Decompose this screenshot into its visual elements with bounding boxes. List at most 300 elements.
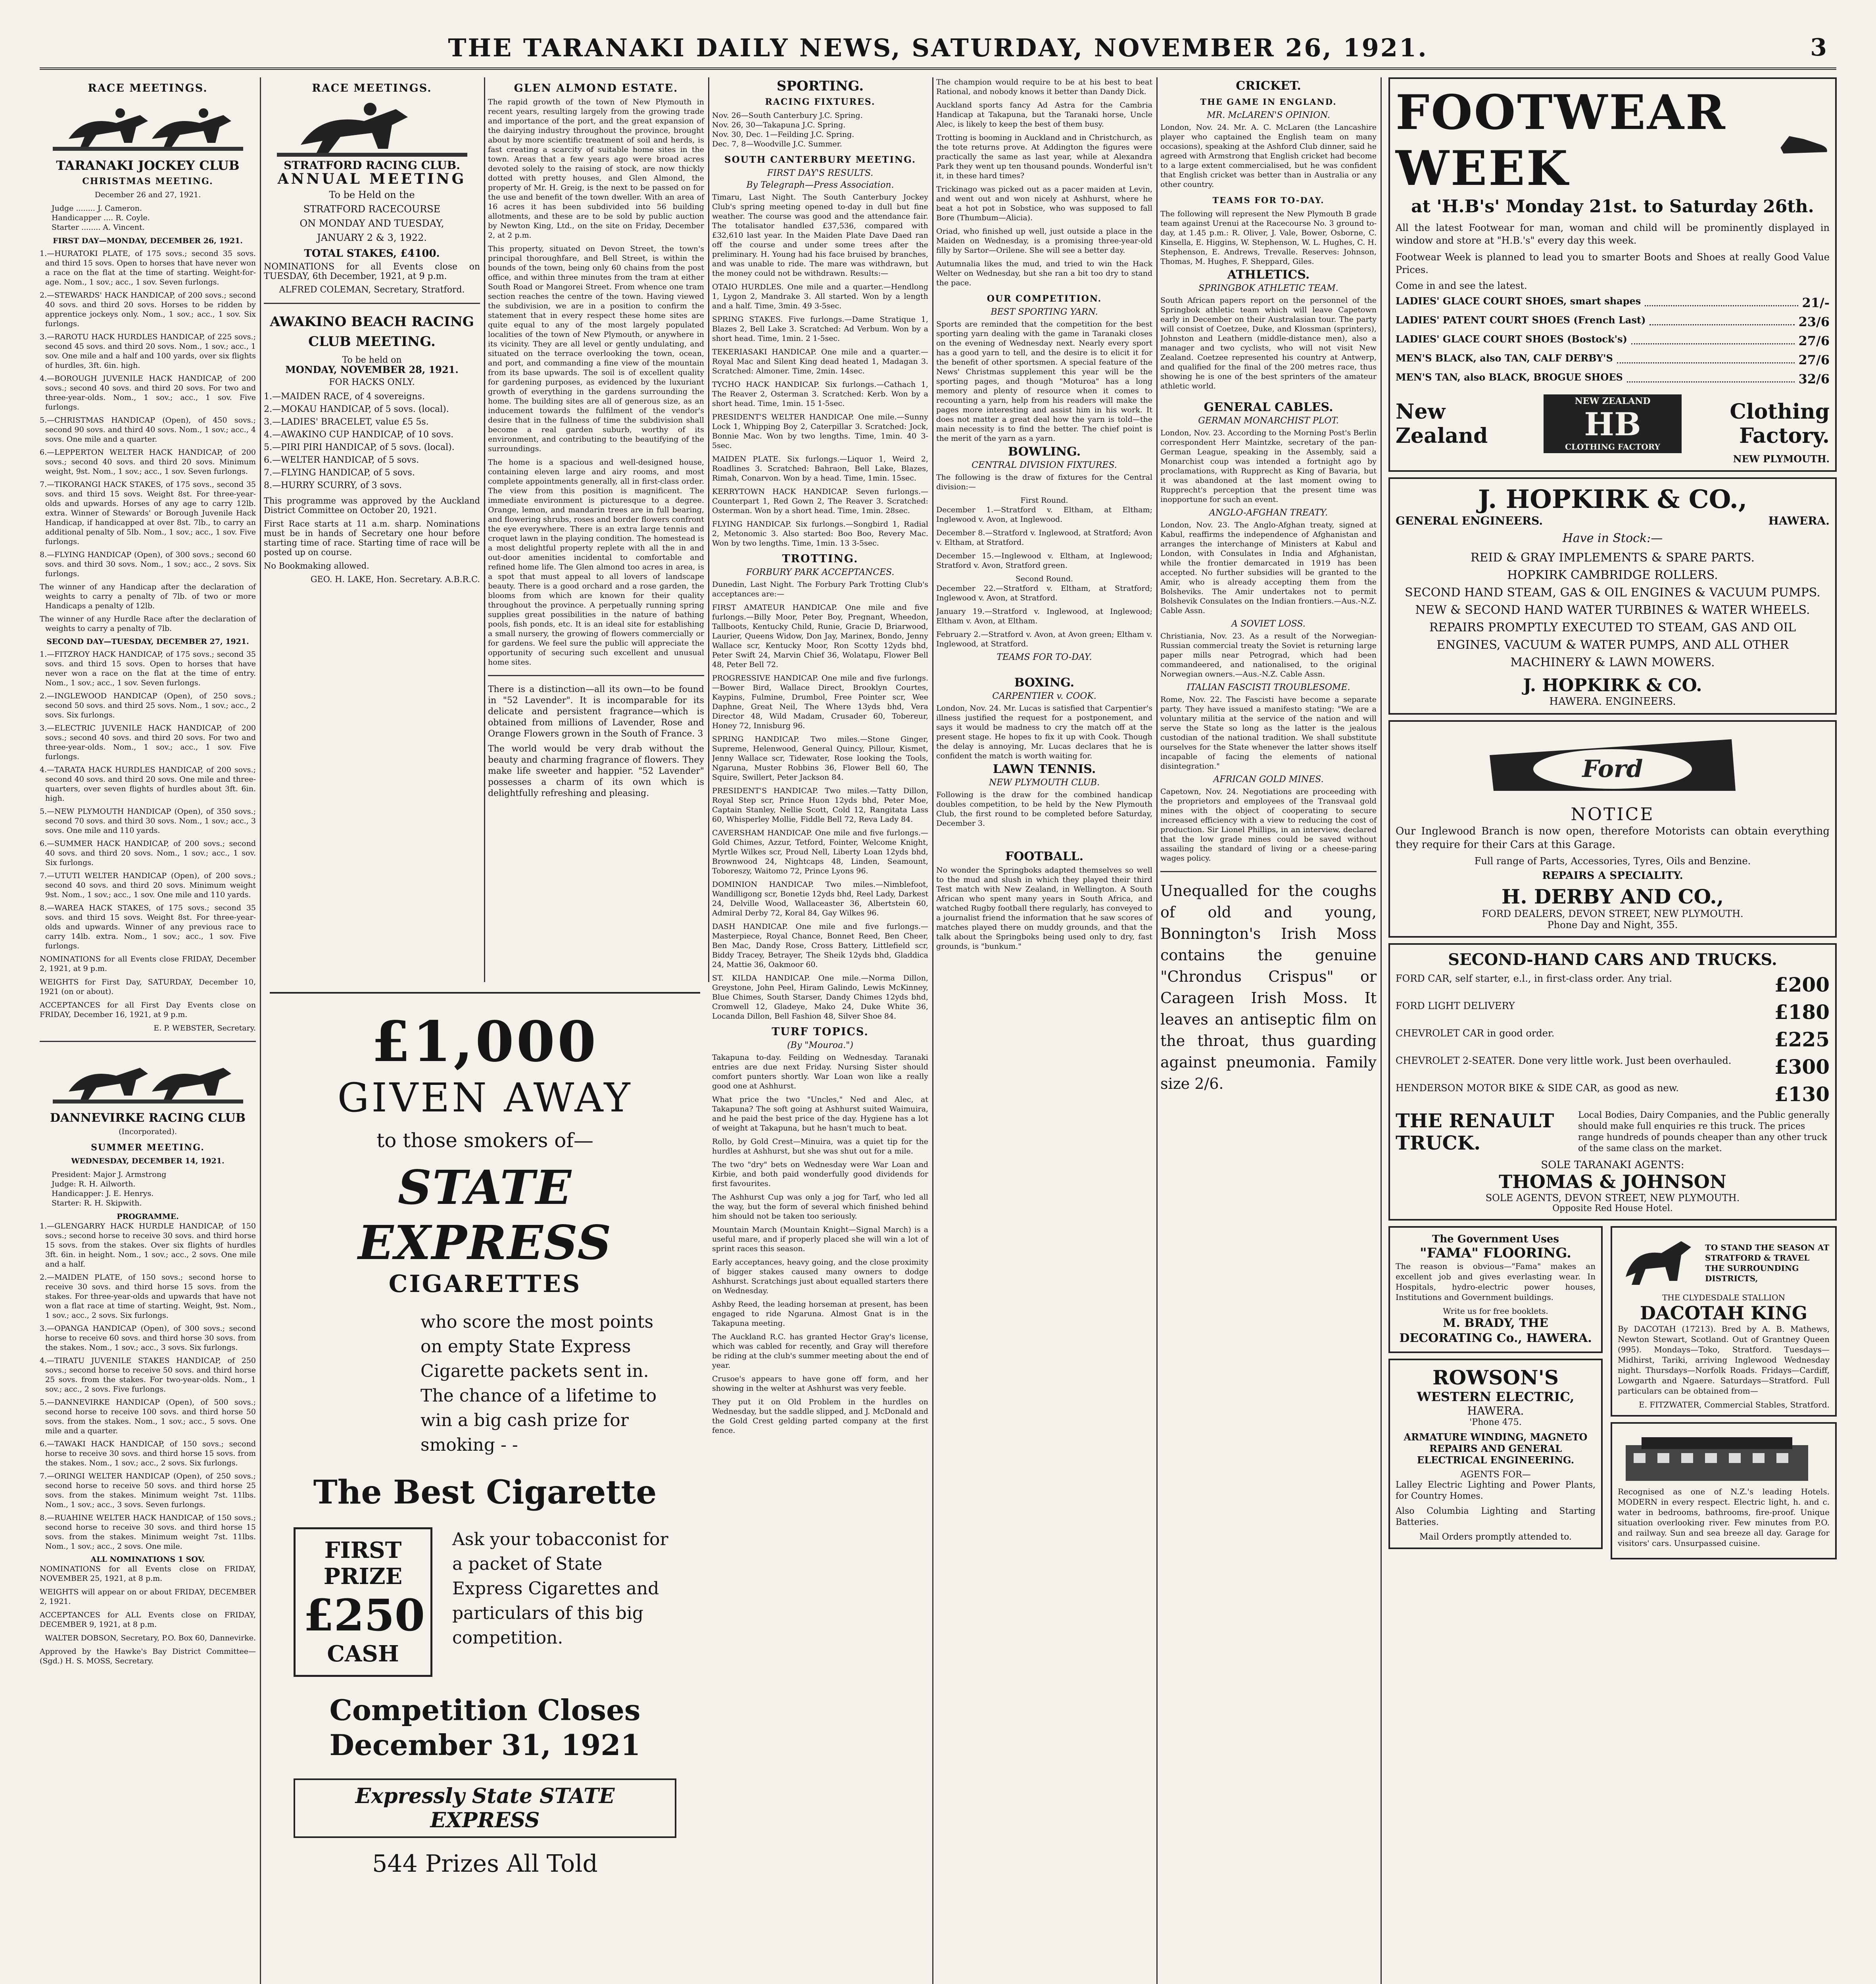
turf-note: The two "dry" bets on Wednesday were War Loan and Kirbie, and both paid wonderfully good dividends for first favourites. — [712, 1160, 928, 1188]
byline: (By "Mouroa.") — [787, 1040, 853, 1050]
prize-value: £250 — [303, 1590, 425, 1641]
race-item: 6.—LEPPERTON WELTER HACK HANDICAP, of 200 sovs.; second 40 sovs. and third 20 sovs. Minimum weight, 9st. Nom., 1 sov.; acc., 1 sov. Seven furlongs. — [40, 448, 256, 476]
detail-line: STRATFORD RACECOURSE — [303, 204, 441, 215]
sub-heading: TEAMS FOR TO-DAY. — [1212, 195, 1325, 205]
approval-note: This programme was approved by the Auckland District Committee on October 20, 1921. — [264, 496, 480, 515]
article-paragraph: South African papers report on the personnel of the Springbok athletic team which will leave Capetown early in December on their Australasian tour. The party will consist of Coetzee, Duke, and Klossman (sprinters), Johnston and Leathern (middle-distance men), also a manager and two cyclists, who will not visit New Zealand. Coetzee represented his country at Antwerp, and qualified for the final of the 200 metres race, thus showing he is one of the best sprinters of the amateur athletic world. — [1160, 296, 1377, 390]
noms-fee: ALL NOMINATIONS 1 SOV. — [90, 1555, 205, 1564]
section-heading: LAWN TENNIS. — [993, 762, 1096, 776]
acceptance-item: SPRING HANDICAP. Two miles.—Stone Ginger, Supreme, Helenwood, General Quincy, Pillour, Kismet, Jenny Wallace scr, Tidewater, Rose looking the Tools, Ngaruna, Muster Robbins 36, Flower Bell 60, The Squire, Swillert, Peter Jackson 84. — [712, 735, 928, 782]
sub-heading: TEAMS FOR TO-DAY. — [997, 652, 1092, 662]
product-price: 27/6 — [1798, 333, 1830, 348]
price-row — [1396, 295, 1830, 310]
section-heading: FOOTBALL. — [1005, 850, 1084, 863]
agents-label: SOLE TARANAKI AGENTS: — [1541, 1159, 1684, 1171]
turf-note: The Ashhurst Cup was only a jog for Tarf, who led all the way, but the form of several which finished behind him should not be taken too seriously. — [712, 1193, 928, 1221]
article-paragraph: London, Nov. 23. According to the Morning Post's Berlin correspondent Herr Maintzke, secretary of the pan-German League, speaking in the Assembly, said a Monarchist coup was intended a fortnight ago by proclamations, with Rupprecht as King of Bavaria, but it was abandoned at the last moment owing to Rupprecht's perception that the present time was inopportune for such an event. — [1160, 429, 1377, 504]
page-number: 3 — [1810, 34, 1828, 62]
sub-heading: ANGLO-AFGHAN TREATY. — [1209, 508, 1328, 518]
given-away: GIVEN AWAY — [337, 1075, 633, 1121]
stallion-name: DACOTAH KING — [1640, 1302, 1807, 1324]
stand-line: TO STAND THE SEASON AT STRATFORD & TRAVEL THE SURROUNDING DISTRICTS, — [1705, 1243, 1830, 1283]
club-inc: (Incorporated). — [119, 1127, 177, 1136]
owner-sig: E. FITZWATER, Commercial Stables, Stratford. — [1639, 1400, 1830, 1409]
logo-mark: HB — [1584, 406, 1641, 443]
round-heading: Second Round. — [1015, 575, 1073, 583]
article-paragraph: The home is a spacious and well-designed house, containing eleven large and airy rooms, and most complete appointments generally, all in first-class order. The view from this position is magnificent. The immediate environment is picturesque to a degree. Orange, lemon, and mandarin trees are in full bearing, and flowering shrubs, roses and border flowers confront the eye everywhere. There is an extra large tennis and croquet lawn in the playing condition. The homestead is a most delightful property replete with all the in and out-door amenities incidental to comfortable and refined home life. The Glen almond too acres in area, is a spot that must appeal to all lovers of landscape beauty. There is a good orchard and a rose garden, the blooms from which are known for their quality throughout the province. A perpetually running spring supplies great possibilities in the nature of bathing pools, fish ponds, etc. It is an ideal site for establishing a small nursery, the growing of flowers commercially or for gardens. We feel sure the public will appreciate the opportunity of securing such excellent and unusual home sites. — [488, 458, 704, 667]
article-paragraph: London, Nov. 23. The Anglo-Afghan treaty, signed at Kabul, reaffirms the independence of Afghanistan and arranges the interchange of Ministers at Kabul and London, with Consulates in India and Afghanistan, while the frontier demarcated in 1919 has been accepted. No further subsidies will be granted to the Amir, who is already accepting them from the Bolsheviks. The Amir undertakes not to permit Bolshevik Consulates on the Indian frontiers.—Aus.-N.Z. Cable Assn. — [1160, 521, 1377, 615]
ford-logo — [1486, 731, 1740, 799]
ad-copy: By DACOTAH (17213). Bred by A. B. Mathews, Newton Stewart, Scotland. Out of Grantney Queen (995). Mondays—Toko, Stratford. Tuesdays—Midhirst, Tariki, arriving Inglewood Wednesday night. Thursdays—Norfolk Roads. Fridays—Cardiff, Lowgarth and Ngaere. Saturdays—Stratford. Full particulars can be obtained from— — [1618, 1324, 1830, 1396]
competition-closes: Competition Closes December 31, 1921 — [329, 1693, 641, 1762]
meeting-name: SUMMER MEETING. — [91, 1142, 205, 1153]
race-item: 6.—TAWAKI HACK HANDICAP, of 150 sovs.; second horse to receive 30 sovs. and third horse 15 sovs. from the stakes. Nom., 1 sov.; acc., 2 sovs. Six furlongs. — [40, 1440, 256, 1467]
firm-name: THOMAS & JOHNSON — [1499, 1171, 1726, 1192]
fixture-item: Nov. 26, 30—Takapuna J.C. Spring. — [712, 121, 846, 129]
car-price: £180 — [1774, 1000, 1830, 1024]
column-glen-almond — [488, 77, 709, 982]
race-list — [40, 650, 256, 951]
ad-copy: Our Inglewood Branch is now open, therefore Motorists can obtain everything they require for their Cars at this Garage. — [1396, 825, 1830, 851]
race-item: 5.—CHRISTMAS HANDICAP (Open), of 450 sovs.; second 90 sovs. and third 40 sovs. Nom., 1 sov.; acc., 4 sovs. One mile and a quarter. — [40, 416, 256, 444]
masthead-title: THE TARANAKI DAILY NEWS, SATURDAY, NOVEMBER 26, 1921. — [448, 33, 1428, 62]
secretary-sig: ALFRED COLEMAN, Secretary, Stratford. — [279, 285, 465, 295]
turf-note: What price the two "Uncles," Ned and Alec, at Takapuna? The soft going at Ashhurst suited Waimuira, and he paid the best price of the day. Hygiene has a lot of weight at Takapuna, but he hasn't much to beat. — [712, 1095, 928, 1132]
article-paragraph: Capetown, Nov. 24. Negotiations are proceeding with the proprietors and employees of the Transvaal gold mines with the object of cooperating to secure increased efficiency with a view to reducing the cost of production. Sir Lionel Phillips, in an interview, declared that the low grade mines could be saved without assailing the standard of living or a cheese-paring wages policy. — [1160, 787, 1377, 863]
stock-item: HOPKIRK CAMBRIDGE ROLLERS. — [1507, 568, 1718, 582]
ad-line: The Government Uses — [1432, 1233, 1559, 1245]
sub-heading: AFRICAN GOLD MINES. — [1213, 775, 1324, 784]
article-paragraph: The rapid growth of the town of New Plymouth in recent years, resulting largely from the growing trade and importance of the port, and the great expansion of the dairying industry throughout the province, brought about by more scientific treatment of soil and herds, is fast creating a scarcity of suitable home sites in the town. Areas that a few years ago were broad acres devoted solely to the raising of stock, are now thickly dotted with pretty houses, and Glen Almond, the property of Mr. H. Greig, is the next to be passed on for the use and benefit of the town dweller. With an area of 16 acres it has been subdivided into 56 building allotments, and these are to be sold by public auction by Newton King, Ltd., on the site on Friday, December 2, at 2 p.m. — [488, 98, 704, 240]
cigarettes: CIGARETTES — [388, 1270, 582, 1298]
racehorse-illustration — [264, 97, 480, 157]
prizes-total: 544 Prizes All Told — [372, 1850, 598, 1878]
car-price: £300 — [1774, 1055, 1830, 1079]
ad-copy: Also Columbia Lighting and Starting Batteries. — [1396, 1506, 1596, 1527]
official: Starter: R. H. Skipwith. — [52, 1199, 142, 1207]
fixture-item: Nov. 30, Dec. 1—Feilding J.C. Spring. — [712, 130, 854, 139]
firm-name: M. BRADY, THE DECORATING Co., HAWERA. — [1399, 1316, 1592, 1345]
car-name: FORD LIGHT DELIVERY — [1396, 1000, 1515, 1011]
secretary-sig: GEO. H. LAKE, Hon. Secretary. A.B.R.C. — [310, 575, 480, 584]
sub-heading: ITALIAN FASCISTI TROUBLESOME. — [1187, 682, 1350, 692]
left-small-ads — [1388, 1226, 1603, 1565]
article-paragraph: Trotting is booming in Auckland and in Christchurch, as the tote returns prove. At Addington the figures were practically the same as last year, while at Alexandra Park they went up ten thousand pounds. Wonderful isn't it, in these hard times? — [936, 133, 1152, 180]
acceptances-note: ACCEPTANCES for ALL Events close on FRIDAY, DECEMBER 9, 1921, at 8 p.m. — [40, 1611, 256, 1629]
section-heading: CRICKET. — [1236, 79, 1301, 93]
column-race-meetings — [40, 77, 261, 1984]
race-item: 3.—ELECTRIC JUVENILE HACK HANDICAP, of 200 sovs.; second 40 sovs. and third 20 sovs. For two and three-year-olds. Nom., 1 sov.; acc., 1 sov. Five furlongs. — [40, 724, 256, 761]
race-item: 4.—BOROUGH JUVENILE HACK HANDICAP, of 200 sovs.; second 40 sovs. and third 20 sovs. For two and three-year-olds. Nom., 1 sov.; acc., 1 sov. Five furlongs. — [40, 374, 256, 411]
sub-heading: BEST SPORTING YARN. — [991, 307, 1098, 317]
firm-sig: J. HOPKIRK & CO. — [1523, 675, 1702, 696]
hopkirk-ad — [1388, 477, 1837, 715]
sub-heading: OUR COMPETITION. — [987, 294, 1102, 304]
nominations-note: NOMINATIONS for all Events close on TUESDAY, 6th December, 1921, at 9 p.m. — [264, 262, 480, 281]
hb-logo — [1544, 394, 1682, 453]
sub-heading: FORBURY PARK ACCEPTANCES. — [746, 567, 895, 577]
article-paragraph: Dunedin, Last Night. The Forbury Park Trotting Club's acceptances are:— — [712, 580, 928, 598]
race-item: 6.—SUMMER HACK HANDICAP, of 200 sovs.; second 40 sovs. and third 20 sovs. Nom., 1 sov.; acc., 1 sov. Six furlongs. — [40, 839, 256, 867]
product-name: LADIES' GLACE COURT SHOES (Bostock's) — [1396, 333, 1627, 345]
renault-heading: THE RENAULT TRUCK. — [1396, 1110, 1554, 1154]
range-line: Full range of Parts, Accessories, Tyres, Oils and Benzine. — [1474, 856, 1751, 867]
article-paragraph: Autumnalia likes the mud, and tried to win the Hack Welter on Wednesday, but she ran a bit too dry to stand the pace. — [936, 260, 1152, 287]
result-item: TEKERIASAKI HANDICAP. One mile and a quarter.—Royal Mac and Silent King dead heated 1, Madagan 3. Scratched: Almoner. Time, 2min. 14sec. — [712, 348, 928, 375]
firm-phone: 'Phone 475. — [1469, 1417, 1522, 1427]
car-name: CHEVROLET 2-SEATER. Done very little work. Just been overhauled. — [1396, 1055, 1732, 1066]
acceptance-item: CAVERSHAM HANDICAP. One mile and five furlongs.—Gold Chimes, Azzur, Tetford, Fointer, Welcome Knight, Myrtle Wilkes scr, Proud Nell, Liberty Loan 12yds bhd, Brownwood 24, Nightcaps 48, Linden, Seamount, Toboreszy, Waitomo 72, Prince Lyons 96. — [712, 829, 928, 875]
article-paragraph: Sports are reminded that the competition for the best sporting yarn dealing with the game in Taranaki closes on the evening of Wednesday next. Nearly every sport has a good yarn to tell, and the desire is to elicit it for the benefit of other sportsmen. A special feature of the News' Christmas supplement this year will be the sporting pages, and though "Moturoa" has a long memory and plenty of resource when it comes to recounting a yarn, help from his readers will make the pages more interesting and assist him in his work. It does not matter a great deal how the yarn is told—the main necessity is to find the better. The chief point is the merit of the yarn as a yarn. — [936, 320, 1152, 443]
stock-item: REPAIRS PROMPTLY EXECUTED TO STEAM, GAS AND OIL ENGINES, VACUUM & WATER PUMPS, AND ALL OTHER MACHINERY & LAWN MOWERS. — [1429, 621, 1796, 669]
car-name: HENDERSON MOTOR BIKE & SIDE CAR, as good as new. — [1396, 1082, 1679, 1094]
product-price: 21/- — [1802, 295, 1830, 310]
logo-bottom: CLOTHING FACTORY — [1565, 442, 1660, 452]
detail-line: JANUARY 2 & 3, 1922. — [317, 232, 427, 243]
prize-amount: £1,000 — [371, 1009, 599, 1075]
meeting-dates: WEDNESDAY, DECEMBER 14, 1921. — [71, 1157, 225, 1165]
race-item: The winner of any Hurdle Race after the declaration of weights to carry a penalty of 7lb. — [40, 615, 256, 633]
weights-note: WEIGHTS will appear on or about FRIDAY, DECEMBER 2, 1921. — [40, 1588, 256, 1606]
hotel-ad — [1611, 1422, 1837, 1559]
article-paragraph: Rome, Nov. 22. The Fascisti have become a separate party. They have issued a manifesto stating: "We are a voluntary militia at the service of the nation and will serve the State so long as the latter is the jealous custodian of the national tradition. We shall substitute ourselves for the State whenever the latter shows itself incapable of facing the elements of national disintegration." — [1160, 695, 1377, 771]
race-list — [40, 249, 256, 633]
nominations-note: NOMINATIONS for all Events close on FRIDAY, NOVEMBER 25, 1921, at 8 p.m. — [40, 1565, 256, 1583]
car-row — [1396, 1000, 1830, 1024]
ford-ad — [1388, 720, 1837, 938]
to-smokers: to those smokers of— — [376, 1129, 593, 1152]
masthead — [40, 28, 1836, 70]
section-heading: RACE MEETINGS. — [312, 82, 432, 94]
sub-heading: MR. McLAREN'S OPINION. — [1207, 110, 1330, 120]
cash-label: CASH — [327, 1641, 399, 1667]
total-stakes: TOTAL STAKES, £4100. — [304, 248, 440, 260]
repairs-line: REPAIRS A SPECIALITY. — [1542, 870, 1683, 882]
sub-heading: CARPENTIER v. COOK. — [992, 691, 1096, 701]
sub-heading: TROTTING. — [782, 553, 858, 565]
product-name: LADIES' GLACE COURT SHOES, smart shapes — [1396, 295, 1641, 307]
firm-sub: WESTERN ELECTRIC, — [1417, 1389, 1575, 1404]
weights-note: WEIGHTS for First Day, SATURDAY, December 10, 1921 (on or about). — [40, 978, 256, 996]
result-item: FLYING HANDICAP. Six furlongs.—Songbird 1, Radial 2, Metonomic 3. Also started: Boo Boo, Revery Mac. Won by two lengths. Time, 1min. 13 3-5sec. — [712, 520, 928, 548]
meeting-dates: MONDAY, NOVEMBER 28, 1921. — [285, 364, 459, 375]
bowling-item: December 22.—Stratford v. Eltham, at Stratford; Inglewood v. Avon, at Stratford. — [936, 584, 1152, 602]
ad-brand: "FAMA" FLOORING. — [1420, 1245, 1571, 1261]
stock-item: SECOND HAND STEAM, GAS & OIL ENGINES & VACUUM PUMPS. — [1405, 586, 1820, 600]
car-name: FORD CAR, self starter, e.l., in first-class order. Any trial. — [1396, 973, 1672, 984]
race-item: 7.—UTUTI WELTER HANDICAP (Open), of 200 sovs.; second 40 sovs. and third 20 sovs. Minimum weight 9st. Nom., 1 sov.; acc., 1 sov. One mile and 110 yards. — [40, 871, 256, 899]
car-price: £200 — [1774, 973, 1830, 996]
column-sport-continued — [936, 77, 1158, 1984]
ad-copy: Mail Orders promptly attended to. — [1419, 1532, 1572, 1542]
race-item: 8.—WAREA HACK STAKES, of 175 sovs.; second 35 sovs. and third 15 sovs. Weight 8st. For three-year-olds and upwards. Winner of any previous race to carry 14lb. extra. Nom., 1 sov.; acc., 1 sov. Five furlongs. — [40, 904, 256, 950]
meeting-details — [264, 188, 480, 245]
turf-note: Takapuna to-day. Feilding on Wednesday. Taranaki entries are due next Friday. Nursing Sister should comfort punters shortly. War Loan won like a really good one at Ashhurst. — [712, 1053, 928, 1090]
sub-heading: FIRST DAY'S RESULTS. — [767, 168, 874, 178]
product-price: 32/6 — [1798, 371, 1830, 386]
acceptance-item: FIRST AMATEUR HANDICAP. One mile and five furlongs.—Billy Moor, Peter Boy, Pregnant, Wheedon, Tallboots, Kentucky Child, Runie, Gracie D, Briarwood, Laurier, Queens Widow, Don Jay, Marinex, Bondo, Jenny Wallace scr, Kentucky Moor, Ron Scotty 12yds bhd, Peter Swift 24, Marvin Chief 36, Wolatapu, Flower Bell 48, Peter Bell 72. — [712, 603, 928, 669]
article-paragraph: London, Nov. 24. Mr. A. C. McLaren (the Lancashire player who captained the English team on many occasions), speaking at the Ashford Club dinner, said he agreed with Armstrong that English cricket had become to a large extent commercialised, but he was confident that English cricket was better than in Australia or any other country. — [1160, 123, 1377, 189]
notice-heading: NOTICE — [1571, 804, 1655, 825]
secretary-sig: E. P. WEBSTER, Secretary. — [154, 1024, 256, 1032]
price-row — [1396, 352, 1830, 367]
fixture-item: Nov. 26—South Canterbury J.C. Spring. — [712, 111, 863, 120]
prize-label: FIRST PRIZE — [323, 1537, 403, 1590]
column-stratford-awakino — [264, 77, 485, 982]
ad-copy: Come in and see the latest. — [1396, 280, 1527, 291]
sub-heading: SPRINGBOK ATHLETIC TEAM. — [1198, 283, 1338, 293]
fama-ad — [1388, 1226, 1603, 1353]
article-paragraph: This property, situated on Devon Street, the town's principal thoroughfare, and Bell Street, is within the bounds of the town, being only 60 chains from the post office, and within three minutes from the tram at either South Road or Mangorei Street. From whence one tram section reaches the centre of the town. Having viewed the subdivision, we are in a position to confirm the statement that in every respect these home sites are quite equal to any of the most largely populated localities of the town of New Plymouth, or anywhere in its vicinity. They are all level or gently undulating, and situated on the terrace overlooking the town, ocean, and port, and commanding a fine view of the mountain from its base upwards. The soil is of excellent quality for gardening purposes, as evidenced by the luxuriant growth of everything in the gardens surrounding the home. The building sites are all of generous size, as an inducement towards the fulfilment of the vendor's desire that in the fullness of time the subdivision shall become a real garden suburb, worthy of its environment, and contributing to the beautifying of the surroundings. — [488, 244, 704, 453]
bowling-item: December 1.—Stratford v. Eltham, at Eltham; Inglewood v. Avon, at Inglewood. — [936, 506, 1152, 524]
lavender-ad: There is a distinction—all its own—to be found in "52 Lavender". It is incomparable for its delicate and persistent fragrance—which is obtained from millions of Lavender, Rose and Orange Flowers grown in the South of France. 3 — [488, 684, 704, 739]
firm-opposite: Opposite Red House Hotel. — [1552, 1203, 1673, 1213]
race-item: 1.—HURATOKI PLATE, of 175 sovs.; second 35 sovs. and third 15 sovs. Open to horses that have never won a race on the flat at the time of starting. Weight-for-age. Nom., 1 sov.; acc., 1 sov. Seven furlongs. — [40, 249, 256, 286]
acceptance-item: DASH HANDICAP. One mile and five furlongs.—Masterpiece, Royal Chance, Bonnet Reed, Ben Cheer, Ben Mac, Dandy Rose, Cross Battery, Littlefield scr, Biddy Tracey, Betrayer, The Sheik 12yds bhd, Gladdica 24, Mattie 36, Oakmoor 60. — [712, 922, 928, 969]
result-item: OTAIO HURDLES. One mile and a quarter.—Hendlong 1, Lygon 2, Mandrake 3. All started. Won by a length and a half. Time, 3min. 49 3-5sec. — [712, 283, 928, 310]
detail-line: ON MONDAY AND TUESDAY, — [300, 218, 444, 229]
approval-note: Approved by the Hawke's Bay District Committee—(Sgd.) H. S. MOSS, Secretary. — [40, 1647, 256, 1665]
racehorse-illustration — [40, 1050, 256, 1109]
programme-heading: PROGRAMME. — [117, 1212, 179, 1221]
officials-list — [52, 1170, 244, 1208]
car-name: CHEVROLET CAR in good order. — [1396, 1028, 1555, 1039]
product-price: 27/6 — [1798, 352, 1830, 367]
product-name: MEN'S TAN, also BLACK, BROGUE SHOES — [1396, 371, 1623, 383]
horse-icon — [277, 93, 467, 161]
irish-moss-ad: Unequalled for the coughs of old and young, Bonnington's Irish Moss contains the genuine "Chrondus Crispus" or Carageen Irish Moss. It leaves an antiseptic film on the throat, thus guarding against pneumonia. Family size 2/6. — [1160, 882, 1377, 1092]
car-price: £225 — [1774, 1028, 1830, 1051]
sub-heading: TURF TOPICS. — [772, 1026, 869, 1038]
bowling-item: January 19.—Stratford v. Inglewood, at Inglewood; Eltham v. Avon, at Eltham. — [936, 607, 1152, 625]
club-name: DANNEVIRKE RACING CLUB — [50, 1111, 246, 1125]
section-heading: BOXING. — [1014, 676, 1075, 690]
horse-icon — [53, 99, 243, 155]
acceptances-note: ACCEPTANCES for all First Day Events close on FRIDAY, December 16, 1921, at 9 p.m. — [40, 1001, 256, 1019]
firm-town: HAWERA. — [1467, 1404, 1524, 1417]
club-name: STRATFORD RACING CLUB. — [284, 159, 460, 172]
result-item: KERRYTOWN HACK HANDICAP. Seven furlongs.—Counterpart 1, Red Gown 2, The Reaver 3. Scratched: Osterman. Won by a short head. Time, 1min. 28sec. — [712, 487, 928, 515]
turf-note: Rollo, by Gold Crest—Minuira, was a quiet tip for the hurdles at Ashhurst, but she was shut out for a mile. — [712, 1137, 928, 1155]
lavender-ad: The world would be very drab without the beauty and charming fragrance of flowers. They make life sweeter and happier. "52 Lavender" possesses a charm of its own which is delightfully refreshing and pleasing. — [488, 744, 704, 798]
result-item: SPRING STAKES. Five furlongs.—Dame Stratique 1, Blazes 2, Bell Lake 3. Scratched: Ad Verbum. Won by a short head. Time, 1min. 2 1-5sec. — [712, 315, 928, 343]
round-heading: First Round. — [1020, 496, 1068, 505]
race-item: 5.—NEW PLYMOUTH HANDICAP (Open), of 350 sovs.; second 70 sovs. and third 30 sovs. Nom., 1 sov.; acc., 3 sovs. One mile and 110 yards. — [40, 807, 256, 835]
firm-phone: Phone Day and Night, 355. — [1547, 919, 1678, 930]
car-row — [1396, 973, 1830, 996]
section-heading: ATHLETICS. — [1227, 268, 1310, 282]
article-paragraph: Christiania, Nov. 23. As a result of the Norwegian-Russian commercial treaty the Soviet is returning large paper mills near Petrograd, which had been commandeered, and nationalised, to the original Norwegian owners.—Aus.-N.Z. Cable Assn. — [1160, 632, 1377, 679]
service-line: ARMATURE WINDING, MAGNETO REPAIRS AND GENERAL ELECTRICAL ENGINEERING. — [1404, 1431, 1588, 1466]
stock-item: NEW & SECOND HAND WATER TURBINES & WATER WHEELS. — [1415, 603, 1810, 617]
right-small-ads — [1611, 1226, 1837, 1565]
race-item: 2.—STEWARDS' HACK HANDICAP, of 200 sovs.; second 40 sovs. and third 20 sovs. Horses to be ridden by apprentice jockeys only. Nom., 1 sov.; acc., 1 sov. Six furlongs. — [40, 291, 256, 328]
car-row — [1396, 1028, 1830, 1051]
meeting-name: CHRISTMAS MEETING. — [82, 176, 213, 186]
acceptance-item: DOMINION HANDICAP. Two miles.—Nimblefoot, Wandilligong scr, Bonetie 12yds bhd, Reel Lady, Darkest 24, Delville Wood, Wallaceaster 36, Albertstein 60, Admiral Derby 72, Koral 84, Gay Wilkes 96. — [712, 880, 928, 917]
day-heading: SECOND DAY—TUESDAY, DECEMBER 27, 1921. — [46, 637, 249, 646]
price-row — [1396, 371, 1830, 386]
bowling-item: February 2.—Stratford v. Avon, at Avon green; Eltham v. Inglewood, at Stratford. — [936, 630, 1152, 648]
ad-copy: Lalley Electric Lighting and Power Plants, for Country Homes. — [1396, 1480, 1596, 1501]
acceptance-item: PROGRESSIVE HANDICAP. One mile and five furlongs.—Bower Bird, Wallace Direct, Brooklyn Courtes, Kaypins, Fulmine, Drumbol, Free Pointer scr, Wee Daphne, Great Neil, The Where 13yds bhd, Vera Director 48, Wild Madam, Crusader 60, Tobereur, Honey 72, Innisburg 96. — [712, 674, 928, 730]
meeting-name: ANNUAL MEETING — [277, 171, 467, 187]
clothing-label: Clothing Factory. — [1730, 400, 1830, 448]
race-item: 3.—RAROTU HACK HURDLES HANDICAP, of 225 sovs.; second 45 sovs. and third 20 sovs. Nom., 1 sov.; acc., 1 sov. One mile and a half and 100 yards, over six flights of hurdles, 3ft. 6in. high. — [40, 333, 256, 370]
race-item: 4.—AWAKINO CUP HANDICAP, of 10 sovs. — [264, 430, 454, 440]
race-item: 2.—MAIDEN PLATE, of 150 sovs.; second horse to receive 30 sovs. and third horse 15 sovs. from the stakes. For three-year-olds and upwards that have not won a flat race at time of starting. Weight, 9st. Nom., 1 sov.; acc., 2 sovs. Six furlongs. — [40, 1273, 256, 1320]
sub-heading: A SOVIET LOSS. — [1231, 619, 1306, 629]
expressly-banner: Expressly State STATE EXPRESS — [294, 1778, 676, 1838]
agents-label: AGENTS FOR— — [1460, 1470, 1531, 1480]
ad-title: SECOND-HAND CARS AND TRUCKS. — [1448, 950, 1777, 969]
race-item: 8.—RUAHINE WELTER HACK HANDICAP, of 150 sovs.; second horse to receive 30 sovs. and third horse 15 sovs. from the stakes. Minimum weight 7st. 11lbs. Nom., 1 sov.; acc., 2 sovs. One mile. — [40, 1513, 256, 1551]
horse-icon — [53, 1052, 243, 1107]
ad-copy: Write us for free booklets. — [1443, 1306, 1548, 1316]
result-item: TYCHO HACK HANDICAP. Six furlongs.—Cathach 1, The Reaver 2, Osterman 3. Scratched: Kerb. Won by a short head. Time, 1min. 15 1-5sec. — [712, 380, 928, 408]
turf-note: The Auckland R.C. has granted Hector Gray's license, which was cabled for recently, and Gray will therefore be riding at the club's summer meeting about the end of year. — [712, 1332, 928, 1370]
meeting-dates: December 26 and 27, 1921. — [94, 190, 201, 199]
article-paragraph: The champion would require to be at his best to beat Rational, and nobody knows it better than Dandy Dick. — [936, 78, 1152, 96]
stallion-sub: THE CLYDESDALE STALLION — [1662, 1293, 1786, 1302]
article-paragraph: Trickinago was picked out as a pacer maiden at Levin, and went out and won nicely at Ashhurst, where he beat a hot pot in Sobstice, who was supposed to fall Bore (Thumbum—Alicia). — [936, 185, 1152, 222]
firm-sub: GENERAL ENGINEERS. — [1396, 514, 1543, 527]
result-item: PRESIDENT'S WELTER HANDICAP. One mile.—Sunny Lock 1, Whipping Boy 2, Caterpillar 3. Scratched: Jock, Bonnie Mac. Won by two lengths. Time, 1min. 40 3-5sec. — [712, 413, 928, 450]
article-heading: GLEN ALMOND ESTATE. — [514, 82, 678, 94]
sub-heading: THE GAME IN ENGLAND. — [1200, 97, 1337, 107]
turf-note: They put it on Old Problem in the hurdles on Wednesday, but the saddle slipped, and J. McDonald and the Gold Crest gelding parted company at the first fence. — [712, 1398, 928, 1435]
race-item: 7.—TIKORANGI HACK STAKES, of 175 sovs., second 35 sovs. and third 15 sovs. Weight 8st. For three-year-olds and upwards. Horses of any age to carry 12lb. extra. Winner of Stewards' or Borough Juvenile Hack Handicap, if handicapped at over 8st. 7lb., to carry an additional penalty of 5lb. Nom., 1 sov.; acc., 1 sov. Five furlongs. — [40, 480, 256, 546]
article-paragraph: Timaru, Last Night. The South Canterbury Jockey Club's spring meeting opened to-day in dull but fine weather. The course was good and the attendance fair. The totalisator handled £37,536, compared with £32,610 last year. In the Maiden Plate Dave Daed ran off the course and under some trees after the preliminary. H. Young had his face bruised by branches, and was unable to ride. The mare was withdrawn, but the money could not be withdrawn. Results:— — [712, 193, 928, 278]
racehorse-illustration — [40, 97, 256, 157]
official: Judge: R. H. Ailworth. — [52, 1180, 136, 1188]
club-name: AWAKINO BEACH RACING CLUB MEETING. — [270, 314, 474, 350]
sub-heading: CENTRAL DIVISION FIXTURES. — [972, 460, 1117, 470]
ad-copy: The reason is obvious—"Fama" makes an excellent job and gives everlasting wear. In Hospitals, hydro-electric power houses, Institutions and Government buildings. — [1396, 1261, 1596, 1302]
product-name: MEN'S BLACK, also TAN, CALF DERBY'S — [1396, 352, 1613, 364]
product-name: LADIES' PATENT COURT SHOES (French Last) — [1396, 314, 1646, 326]
section-heading: SPORTING. — [776, 78, 864, 94]
best-cigarette: The Best Cigarette — [313, 1473, 657, 1511]
bowling-item: December 8.—Stratford v. Inglewood, at Stratford; Avon v. Eltham, at Stratford. — [936, 529, 1152, 547]
price-row — [1396, 314, 1830, 329]
bookmaking-note: No Bookmaking allowed. — [264, 561, 369, 571]
race-item: 5.—DANNEVIRKE HANDICAP (Open), of 500 sovs.; second horse to receive 100 sovs. and third horse 50 sovs. from the stakes. Nom., 1 sov.; acc., 5 sovs. One mile and a quarter. — [40, 1398, 256, 1435]
nz-label: New Zealand — [1396, 400, 1488, 448]
firm-address: SOLE AGENTS, DEVON STREET, NEW PLYMOUTH. — [1485, 1192, 1740, 1203]
bowling-item: The following is the draw of fixtures for the Central division:— — [936, 473, 1152, 491]
official: Judge ........ J. Cameron. — [52, 204, 142, 213]
ask-copy: Ask your tobacconist for a packet of State Express Cigarettes and particulars of this big competition. — [452, 1529, 668, 1648]
ad-copy: Recognised as one of N.Z.'s leading Hotels. MODERN in every respect. Electric light, h. and c. water in bedrooms, bathrooms, fire-proof. Unique situation overlooking river. Few minutes from P.O. and railway. Sun and sea breeze all day. Garage for visitors' cars. Unsurpassed cuisine. — [1618, 1487, 1830, 1548]
in-stock: Have in Stock:— — [1562, 531, 1663, 545]
byline: By Telegraph—Press Association. — [746, 180, 894, 190]
ad-copy: Footwear Week is planned to lead you to smarter Boots and Shoes at really Good Value Prices. — [1396, 252, 1830, 275]
car-row — [1396, 1055, 1830, 1079]
race-item: 8.—FLYING HANDICAP (Open), of 300 sovs.; second 60 sovs. and third 30 sovs. Nom., 1 sov.; acc., 2 sovs. Six furlongs. — [40, 550, 256, 578]
official: Handicapper .... R. Coyle. — [52, 213, 150, 222]
horse-icon — [1618, 1233, 1705, 1293]
ads-column — [1388, 77, 1837, 1984]
officials-list — [52, 204, 244, 232]
article-paragraph: The following will represent the New Plymouth B grade team against Urenui at the Racecourse No. 3 ground to-day, at 1.45 p.m.: R. Oliver, J. Vale, Bower, Osborne, C. Kinsella, E. Higgins, W. Stephenson, W. L. Hughes, C. H. Stephenson, E. Andrews, Trevalle. Reserves: Johnson, Thomas, M. Hughes, F. Sheppard, Giles. — [1160, 210, 1377, 266]
dacotah-ad — [1611, 1226, 1837, 1417]
product-price: 23/6 — [1798, 314, 1830, 329]
secretary-sig: WALTER DOBSON, Secretary, P.O. Box 60, Dannevirke. — [45, 1634, 256, 1642]
acceptance-item: ST. KILDA HANDICAP. One mile.—Norma Dillon, Greystone, John Peel, Hiram Galindo, Lewis McKinney, Blue Chimes, South Starser, Dandy Chimes 12yds bhd, Cromwell 12, Gladeye, Mako 24, Duke White 36, Locanda Dillon, Bell Fashion 48, Silver Shoe 84. — [712, 974, 928, 1021]
hotel-building-icon — [1618, 1429, 1816, 1485]
logo-top: NEW ZEALAND — [1575, 396, 1651, 406]
section-heading: GENERAL CABLES. — [1204, 400, 1333, 414]
firm-name: J. HOPKIRK & CO., — [1478, 484, 1747, 514]
race-item: 1.—GLENGARRY HACK HURDLE HANDICAP, of 150 sovs.; second horse to receive 30 sovs. and third horse 15 sovs. from the stakes. Over six flights of hurdles 3ft. 6in. in height. Nom., 1 sov.; acc., 2 sovs. One mile and a half. — [40, 1222, 256, 1269]
turf-note: Ashby Reed, the leading horseman at present, has been engaged to ride Ngaruna. Almost Gnat is in the Takapuna meeting. — [712, 1300, 928, 1328]
firm-town: HAWERA. — [1768, 514, 1830, 527]
sub-heading: SOUTH CANTERBURY MEETING. — [724, 154, 916, 165]
race-item: 3.—OPANGA HANDICAP (Open), of 300 sovs.; second horse to receive 60 sovs. and third horse 30 sovs. from the stakes. Nom., 1 sov.; acc., 3 sovs. Six furlongs. — [40, 1324, 256, 1352]
held-line: To be held on — [342, 355, 402, 365]
car-price: £130 — [1774, 1082, 1830, 1106]
section-heading: RACE MEETINGS. — [88, 82, 208, 94]
ad-title: FOOTWEAR WEEK — [1396, 85, 1727, 196]
ad-copy: who score the most points on empty State Express Cigarette packets sent in. The chance of a lifetime to win a big cash prize for smoking - - — [421, 1312, 657, 1455]
section-heading: BOWLING. — [1008, 445, 1081, 459]
renault-copy: Local Bodies, Dairy Companies, and the Public generally should make full enquiries re this truck. The prices range hundreds of pounds cheaper than any other truck of the same class on the market. — [1578, 1110, 1830, 1153]
bowling-item: December 15.—Inglewood v. Eltham, at Inglewood; Stratford v. Avon, Stratford green. — [936, 552, 1152, 570]
official: Starter ........ A. Vincent. — [52, 223, 145, 232]
footwear-week-ad — [1388, 77, 1837, 472]
turf-note: Early acceptances, heavy going, and the close proximity of bigger stakes caused many owners to dodge Ashhurst. Scratchings just about equalled starters there on Wednesday. — [712, 1258, 928, 1295]
state-express-ad — [270, 992, 700, 1984]
race-item: 8.—HURRY SCURRY, of 3 sovs. — [264, 481, 402, 490]
article-paragraph: Auckland sports fancy Ad Astra for the Cambria Handicap at Takapuna, but the Taranaki horse, Uncle Alec, is likely to keep the best of them busy. — [936, 101, 1152, 129]
detail-line: To be Held on the — [329, 189, 415, 200]
shoe-icon — [1778, 119, 1830, 162]
firm-name: ROWSON'S — [1432, 1366, 1559, 1389]
race-item: 4.—TARATA HACK HURDLES HANDICAP, of 200 sovs.; second 40 sovs. and third 20 sovs. One mile and three-quarters, over seven flights of hurdles about 3ft. 6in. high. — [40, 765, 256, 803]
firm-address: FORD DEALERS, DEVON STREET, NEW PLYMOUTH. — [1482, 908, 1744, 919]
race-list — [264, 390, 480, 492]
race-item: 2.—MOKAU HANDICAP, of 5 sovs. (local). — [264, 404, 449, 414]
race-item: 3.—LADIES' BRACELET, value £5 5s. — [264, 417, 429, 427]
sub-heading: RACING FIXTURES. — [765, 97, 876, 107]
fixture-item: Dec. 7, 8—Woodville J.C. Summer. — [712, 140, 842, 148]
rowson-ad — [1388, 1359, 1603, 1549]
article-paragraph: London, Nov. 24. Mr. Lucas is satisfied that Carpentier's illness justified the request for a postponement, and says it would be madness to cry the match off at the present stage. He hopes to fix it up with Cook. Though the delay is annoying, Mr. Lucas declares that he is confident the match is worth waiting for. — [936, 704, 1152, 760]
hacks-note: FOR HACKS ONLY. — [329, 377, 415, 387]
nominations-note: NOMINATIONS for all Events close FRIDAY, December 2, 1921, at 9 p.m. — [40, 955, 256, 973]
race-item: 1.—MAIDEN RACE, of 4 sovereigns. — [264, 392, 425, 402]
day-heading: FIRST DAY—MONDAY, DECEMBER 26, 1921. — [53, 236, 243, 245]
official: President: Major J. Armstrong — [52, 1170, 167, 1179]
fixtures-list — [712, 111, 928, 149]
race-item: 6.—WELTER HANDICAP, of 5 sovs. — [264, 455, 419, 465]
firm-sig2: HAWERA. ENGINEERS. — [1549, 696, 1676, 707]
race-list — [40, 1221, 256, 1551]
article-paragraph: No wonder the Springboks adapted themselves so well to the mud and slush in which they played their third Test match with New Zealand, in Wellington. A South African who spent many years in South Africa, and watched Rugby football there regularly, has conveyed to a journalist friend the information that he saw scores of matches played there on muddy grounds, and that the talk about the Springboks being used only to dry, fast grounds, is "bunkum." — [936, 866, 1152, 951]
acceptance-item: PRESIDENT'S HANDICAP. Two miles.—Tatty Dillon, Royal Step scr, Prince Huon 12yds bhd, Peter Moe, Captain Stanley, Nellie Scott, Cold 12, Rangitata Lass 60, Whisperley Mollie, Fiddle Bell 72, Reva Lady 84. — [712, 786, 928, 824]
race-item: 1.—FITZROY HACK HANDICAP, of 175 sovs.; second 35 sovs. and third 15 sovs. Open to horses that have never won a race on the flat at the time of entry. Nom., 1 sov.; acc., 1 sov. Seven furlongs. — [40, 650, 256, 687]
result-item: MAIDEN PLATE. Six furlongs.—Liquor 1, Weird 2, Roadlines 3. Scratched: Bahraon, Bell Lake, Blazes, Rimah, Conarvon. Won by a head. Time, 1min. 15sec. — [712, 455, 928, 483]
price-row — [1396, 333, 1830, 348]
article-paragraph: Following is the draw for the combined handicap doubles competition, to be held by the New Plymouth Club, the first round to be completed before Saturday, December 3. — [936, 790, 1152, 828]
article-paragraph: Oriad, who finished up well, just outside a place in the Maiden on Wednesday, is a promising three-year-old filly by Sartor—Orilene. She will see a better day. — [936, 227, 1152, 255]
ad-copy: All the latest Footwear for man, woman and child will be prominently displayed in window and store at "H.B.'s" every day this week. — [1396, 222, 1830, 246]
firm-name: H. DERBY AND CO., — [1501, 885, 1724, 908]
column-sporting — [712, 77, 933, 1984]
official: Handicapper: J. E. Henrys. — [52, 1189, 154, 1198]
stock-list — [1396, 549, 1830, 671]
